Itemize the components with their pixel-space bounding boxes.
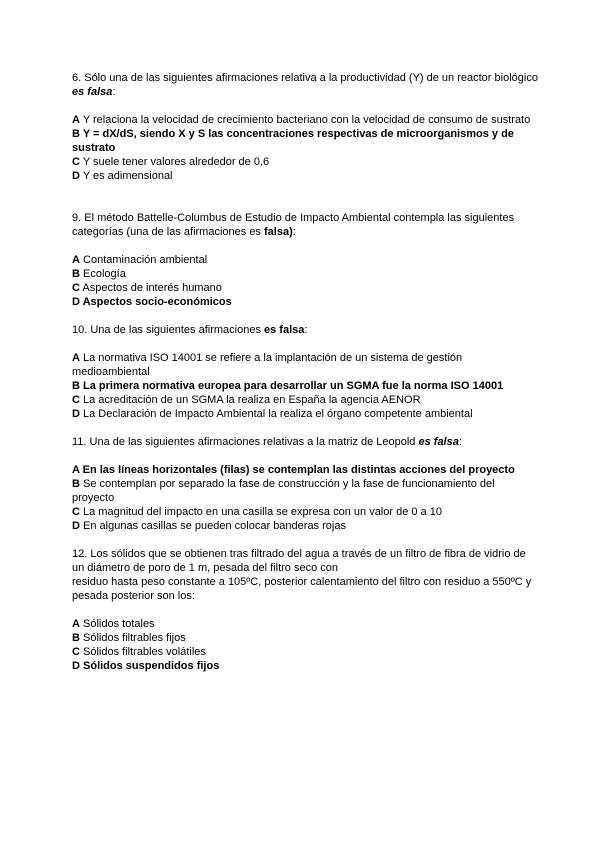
option-text: Contaminación ambiental — [83, 254, 208, 266]
option-c — [72, 155, 538, 169]
option-text: Ecología — [83, 268, 126, 280]
stem-line-2: residuo hasta peso constante a 105ºC, posterior calentamiento del filtro con residuo a 550ºC y pesada posterior son los: — [72, 576, 532, 602]
question-11 — [72, 435, 538, 533]
option-b — [72, 379, 538, 393]
question-stem — [72, 211, 538, 239]
option-a — [72, 253, 538, 267]
option-d — [72, 169, 538, 183]
option-text: La Declaración de Impacto Ambiental la realiza el órgano competente ambiental — [83, 408, 473, 420]
option-a — [72, 463, 538, 477]
option-letter: D — [72, 520, 80, 532]
question-stem — [72, 323, 538, 337]
option-d — [72, 407, 538, 421]
option-b — [72, 477, 538, 505]
stem-suffix: : — [304, 324, 308, 336]
stem-line-1: 12. Los sólidos que se obtienen tras filtrado del agua a través de un filtro de fibra de vidrio de un diámetro de poro de 1 m, pesada del filtro seco con — [72, 548, 526, 574]
stem-suffix: : — [458, 436, 462, 448]
option-text: Y suele tener valores alrededor de 0,6 — [82, 156, 270, 168]
option-letter: D — [72, 170, 80, 182]
stem-suffix: : — [292, 226, 296, 238]
option-letter: A — [72, 618, 80, 630]
option-text: En algunas casillas se pueden colocar banderas rojas — [83, 520, 346, 532]
question-stem — [72, 71, 538, 99]
stem-text: 9. El método Battelle-Columbus de Estudio de Impacto Ambiental contempla las siguientes categorías (una de las afirmaciones es — [72, 212, 515, 238]
option-text: Se contemplan por separado la fase de construcción y la fase de funcionamiento del proyecto — [72, 478, 495, 504]
option-letter: D — [72, 296, 80, 308]
option-a — [72, 351, 538, 379]
option-letter: B — [72, 632, 80, 644]
stem-emphasis: es falsa — [264, 324, 305, 336]
question-stem — [72, 435, 538, 449]
option-a — [72, 617, 538, 631]
option-text: La acreditación de un SGMA la realiza en España la agencia AENOR — [83, 394, 421, 406]
option-text: La magnitud del impacto en una casilla se expresa con un valor de 0 a 10 — [83, 506, 442, 518]
question-12 — [72, 547, 538, 673]
option-b — [72, 127, 538, 155]
stem-emphasis: es falsa — [72, 86, 113, 98]
page-content — [72, 71, 538, 673]
option-d — [72, 519, 538, 533]
question-6 — [72, 71, 538, 183]
stem-text: 6. Sólo una de las siguientes afirmaciones relativa a la productividad (Y) de un reactor biológico — [72, 72, 538, 84]
option-text: Y es adimensional — [82, 170, 173, 182]
option-letter: B — [72, 380, 80, 392]
stem-text: 10. Una de las siguientes afirmaciones — [72, 324, 264, 336]
option-letter: A — [72, 464, 80, 476]
option-letter: C — [72, 506, 80, 518]
option-c — [72, 505, 538, 519]
option-text: Sólidos suspendidos fijos — [83, 660, 220, 672]
option-c — [72, 645, 538, 659]
option-letter: C — [72, 282, 80, 294]
option-letter: A — [72, 114, 80, 126]
option-b — [72, 267, 538, 281]
option-letter: C — [72, 394, 80, 406]
stem-emphasis: falsa) — [264, 226, 293, 238]
option-letter: B — [72, 128, 80, 140]
option-letter: B — [72, 478, 80, 490]
option-text: La normativa ISO 14001 se refiere a la implantación de un sistema de gestión medioambiental — [72, 352, 463, 378]
option-text: Sólidos filtrables volátiles — [83, 646, 206, 658]
question-stem — [72, 547, 538, 603]
option-text: Sólidos totales — [83, 618, 155, 630]
option-c — [72, 393, 538, 407]
option-letter: B — [72, 268, 80, 280]
option-text: Y = dX/dS, siendo X y S las concentraciones respectivas de microorganismos y de sustrato — [72, 128, 514, 154]
stem-text: 11. Una de las siguientes afirmaciones relativas a la matriz de Leopold — [72, 436, 419, 448]
option-letter: C — [72, 646, 80, 658]
question-10 — [72, 323, 538, 421]
option-letter: A — [72, 352, 80, 364]
option-d — [72, 659, 538, 673]
option-d — [72, 295, 538, 309]
question-9 — [72, 211, 538, 309]
option-letter: A — [72, 254, 80, 266]
option-letter: D — [72, 660, 80, 672]
stem-suffix: : — [112, 86, 116, 98]
stem-emphasis: es falsa — [418, 436, 459, 448]
option-b — [72, 631, 538, 645]
option-text: Aspectos socio-económicos — [82, 296, 232, 308]
option-letter: C — [72, 156, 80, 168]
option-text: En las líneas horizontales (filas) se contemplan las distintas acciones del proyecto — [82, 464, 515, 476]
option-letter: D — [72, 408, 80, 420]
option-text: Sólidos filtrables fijos — [83, 632, 186, 644]
option-c — [72, 281, 538, 295]
option-a — [72, 113, 538, 127]
option-text: Y relaciona la velocidad de crecimiento bacteriano con la velocidad de consumo de sustrato — [82, 114, 531, 126]
option-text: Aspectos de interés humano — [82, 282, 222, 294]
option-text: La primera normativa europea para desarrollar un SGMA fue la norma ISO 14001 — [83, 380, 504, 392]
